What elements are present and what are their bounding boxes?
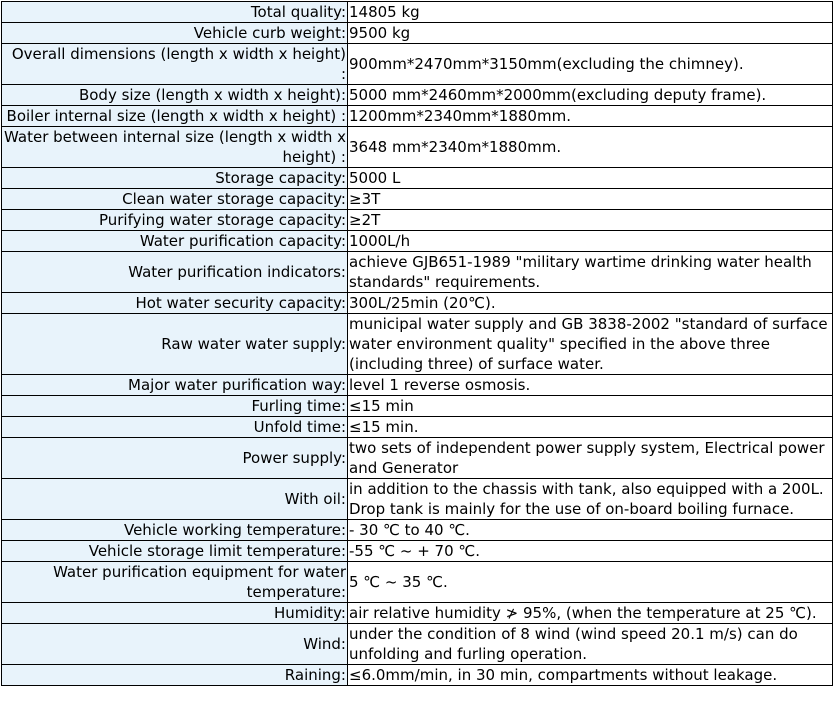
table-row	[2, 438, 833, 479]
row-label: Purifying water storage capacity:	[2, 210, 348, 231]
row-value: ≥3T	[348, 189, 833, 210]
table-row	[2, 665, 833, 686]
row-value: ≤15 min.	[348, 417, 833, 438]
row-value: under the condition of 8 wind (wind speed 20.1 m/s) can do unfolding and furling operation.	[348, 624, 833, 665]
row-label: Hot water security capacity:	[2, 293, 348, 314]
table-row	[2, 252, 833, 293]
row-label: Storage capacity:	[2, 168, 348, 189]
row-value: -55 ℃ ~ + 70 ℃.	[348, 541, 833, 562]
row-label: Furling time:	[2, 396, 348, 417]
table-row	[2, 624, 833, 665]
row-label: With oil:	[2, 479, 348, 520]
row-value: 5 ℃ ~ 35 ℃.	[348, 562, 833, 603]
row-label: Wind:	[2, 624, 348, 665]
row-label: Vehicle storage limit temperature:	[2, 541, 348, 562]
row-value: ≤6.0mm/min, in 30 min, compartments without leakage.	[348, 665, 833, 686]
spec-table	[1, 1, 833, 686]
row-label: Raw water water supply:	[2, 314, 348, 375]
row-label: Water purification capacity:	[2, 231, 348, 252]
table-row	[2, 127, 833, 168]
table-row	[2, 106, 833, 127]
row-value: in addition to the chassis with tank, also equipped with a 200L. Drop tank is mainly for the use of on-board boiling furnace.	[348, 479, 833, 520]
row-label: Total quality:	[2, 2, 348, 23]
row-value: 9500 kg	[348, 23, 833, 44]
table-row	[2, 293, 833, 314]
row-label: Water purification equipment for water temperature:	[2, 562, 348, 603]
row-label: Clean water storage capacity:	[2, 189, 348, 210]
row-value: ≥2T	[348, 210, 833, 231]
table-row	[2, 231, 833, 252]
row-value: 1200mm*2340mm*1880mm.	[348, 106, 833, 127]
row-value: 300L/25min (20℃).	[348, 293, 833, 314]
row-label: Major water purification way:	[2, 375, 348, 396]
row-label: Raining:	[2, 665, 348, 686]
row-value: 5000 L	[348, 168, 833, 189]
row-value: ≤15 min	[348, 396, 833, 417]
table-row	[2, 603, 833, 624]
row-label: Unfold time:	[2, 417, 348, 438]
row-label: Overall dimensions (length x width x height) :	[2, 44, 348, 85]
row-value: 5000 mm*2460mm*2000mm(excluding deputy frame).	[348, 85, 833, 106]
table-row	[2, 189, 833, 210]
row-value: air relative humidity ≯ 95%, (when the temperature at 25 ℃).	[348, 603, 833, 624]
row-value: 900mm*2470mm*3150mm(excluding the chimney).	[348, 44, 833, 85]
row-value: two sets of independent power supply system, Electrical power and Generator	[348, 438, 833, 479]
row-label: Humidity:	[2, 603, 348, 624]
row-label: Vehicle working temperature:	[2, 520, 348, 541]
row-value: 3648 mm*2340m*1880mm.	[348, 127, 833, 168]
table-row	[2, 314, 833, 375]
row-value: 14805 kg	[348, 2, 833, 23]
table-row	[2, 541, 833, 562]
row-label: Vehicle curb weight:	[2, 23, 348, 44]
row-label: Water purification indicators:	[2, 252, 348, 293]
table-row	[2, 23, 833, 44]
table-row	[2, 168, 833, 189]
table-row	[2, 2, 833, 23]
table-row	[2, 520, 833, 541]
row-value: achieve GJB651-1989 "military wartime drinking water health standards" requirements.	[348, 252, 833, 293]
table-row	[2, 44, 833, 85]
table-row	[2, 396, 833, 417]
row-value: level 1 reverse osmosis.	[348, 375, 833, 396]
table-row	[2, 479, 833, 520]
row-label: Boiler internal size (length x width x height) :	[2, 106, 348, 127]
row-value: municipal water supply and GB 3838-2002 "standard of surface water environment quality" specified in the above three (including three) of surface water.	[348, 314, 833, 375]
table-row	[2, 210, 833, 231]
row-value: 1000L/h	[348, 231, 833, 252]
row-label: Body size (length x width x height):	[2, 85, 348, 106]
row-label: Power supply:	[2, 438, 348, 479]
row-value: - 30 ℃ to 40 ℃.	[348, 520, 833, 541]
table-row	[2, 375, 833, 396]
table-row	[2, 85, 833, 106]
row-label: Water between internal size (length x width x height) :	[2, 127, 348, 168]
table-row	[2, 562, 833, 603]
table-row	[2, 417, 833, 438]
